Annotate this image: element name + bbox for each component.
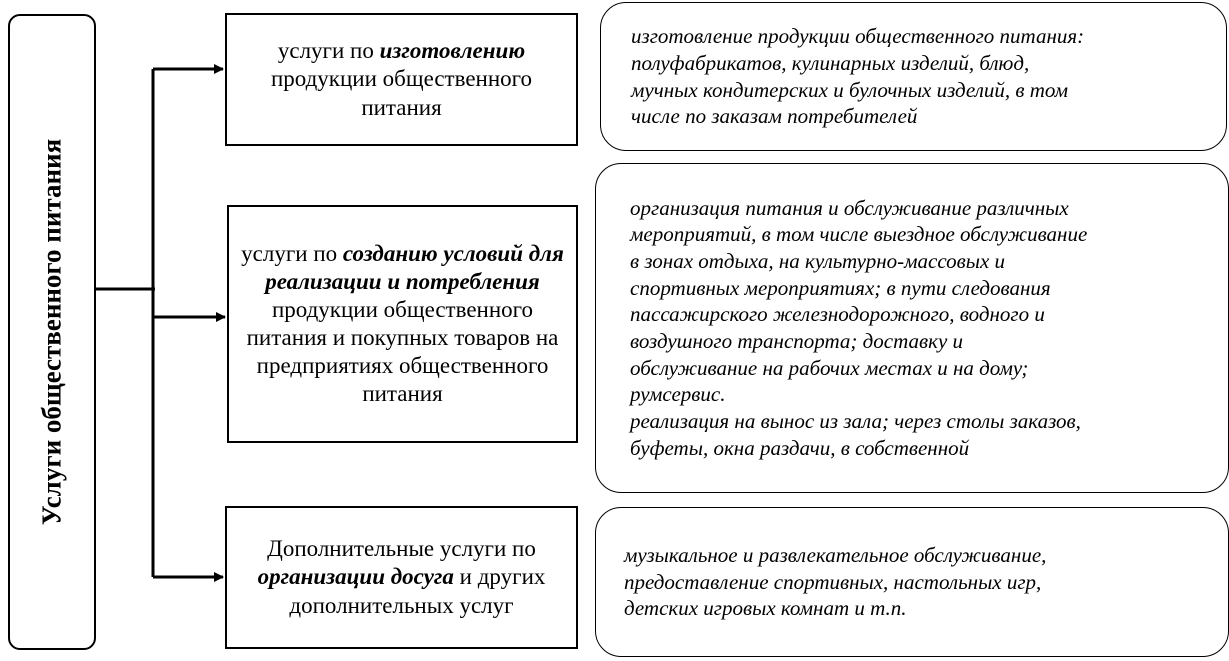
description-text [631,23,1216,130]
service-text-part: услуги по [277,38,380,64]
description-text [624,542,1218,622]
service-text-emphasis: созданию условий для реализации и потребления [265,240,564,294]
description-line: реализация на вынос из зала; через столы заказов, [630,408,1081,433]
description-line: полуфабрикатов, кулинарных изделий, блюд, [631,50,1030,75]
description-line: пассажирского железнодорожного, водного и [630,302,1045,327]
service-text-part: услуги по [241,240,343,266]
description-box-conditions [595,163,1229,493]
description-box-production [600,2,1227,151]
description-line: обслуживание на рабочих местах и на дому; [630,355,1029,380]
description-line: предоставление спортивных, настольных игр, [624,569,1042,594]
service-text-part: Дополнительные услуги по [267,536,536,562]
description-line: организация питания и обслуживание различных [630,195,1069,220]
service-box-leisure [225,506,578,649]
service-text [237,535,566,619]
service-text-emphasis: организации досуга [257,564,454,590]
service-text-emphasis: изготовлению [379,38,526,64]
service-text-part: и других дополнительных услуг [289,564,546,618]
root-label: Услуги общественного питания [36,138,67,526]
description-line: в зонах отдыха, на культурно-массовых и [630,249,1006,274]
description-line: мероприятий, в том числе выездное обслуживание [630,222,1088,247]
root-box [8,14,96,650]
description-line: спортивных мероприятиях; в пути следования [630,275,1051,300]
description-box-leisure [595,507,1229,657]
description-line: музыкальное и развлекательное обслуживание, [624,543,1047,568]
description-line: изготовление продукции общественного питания: [631,24,1085,49]
description-line: числе по заказам потребителей [631,104,918,129]
service-text-part: продукции общественного питания и покупных товаров на предприятиях общественного питания [246,296,559,407]
service-box-conditions [227,205,578,443]
service-text [239,240,566,408]
service-text [237,37,566,121]
description-line: детских игровых комнат и т.п. [624,596,907,621]
service-box-production [225,13,578,146]
description-line: румсервис. [630,382,726,407]
service-text-part: продукции общественного питания [270,66,533,120]
description-line: буфеты, окна раздачи, в собственной [630,435,970,460]
description-line: мучных кондитерских и булочных изделий, в том [631,77,1068,102]
description-text [630,195,1218,462]
description-line: воздушного транспорта; доставку и [630,329,964,353]
